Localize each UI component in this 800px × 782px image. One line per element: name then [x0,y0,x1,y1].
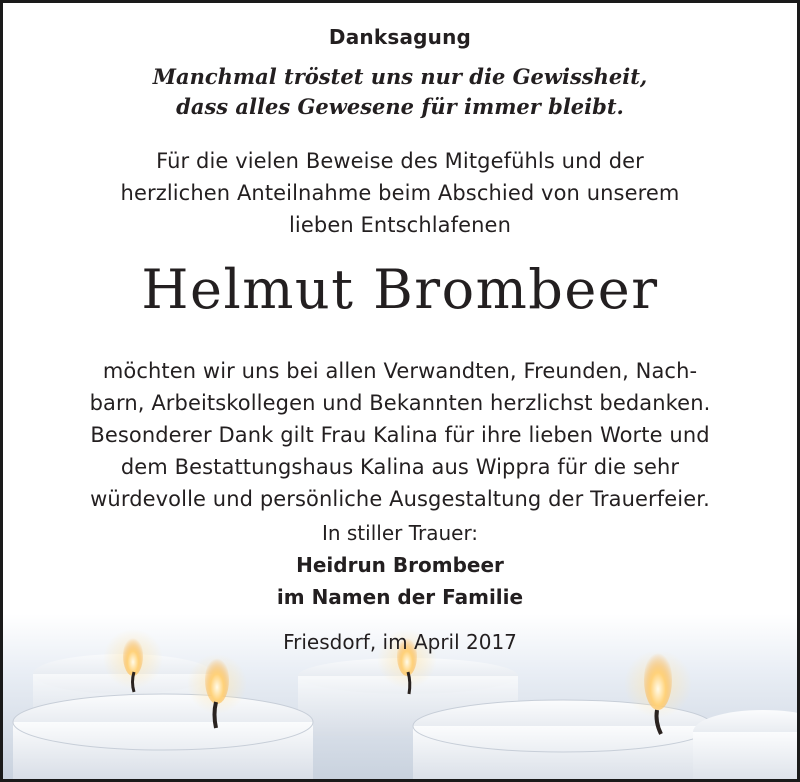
body-line-5: würdevolle und persönliche Ausgestaltung der Trauerfeier. [90,487,710,511]
signatory-name: Heidrun Brombeer [296,553,504,577]
place-date: Friesdorf, im April 2017 [283,630,517,654]
mourning-label: In stiller Trauer: [321,521,479,545]
deceased-name: Helmut Brombeer [141,258,659,321]
signatory-note: im Namen der Familie [276,585,524,609]
body-line-4: dem Bestattungshaus Kalina aus Wippra für die sehr [120,455,680,479]
intro-line-3: lieben Entschlafenen [289,213,511,237]
intro-line-1: Für die vielen Beweise des Mitgefühls und der [156,149,644,173]
quote-line-2: dass alles Gewesene für immer bleibt. [176,94,624,119]
quote-line-1: Manchmal tröstet uns nur die Gewissheit, [152,64,648,89]
intro-line-2: herzlichen Anteilnahme beim Abschied von unserem [120,181,680,205]
notice-heading: Danksagung [328,25,472,49]
body-line-1: möchten wir uns bei allen Verwandten, Freunden, Nach- [102,359,698,383]
body-line-3: Besonderer Dank gilt Frau Kalina für ihre lieben Worte und [90,423,710,447]
body-line-2: barn, Arbeitskollegen und Bekannten herzlichst bedanken. [89,391,711,415]
